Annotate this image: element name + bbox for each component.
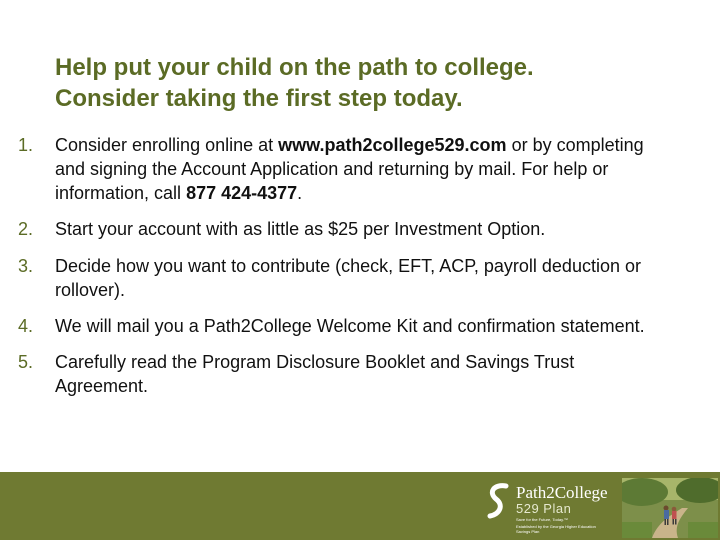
step-1 [18, 133, 658, 205]
phone-number: 877 424-4377 [186, 183, 298, 203]
step-number: 3. [18, 256, 34, 276]
heading-line-2: Consider taking the first step today. [55, 85, 463, 112]
step-number: 4. [18, 316, 34, 336]
step-text: Start your account with as little as $25 per Investment Option. [55, 219, 546, 239]
step-number: 2. [18, 219, 34, 239]
logo-tagline: Save for the Future, Today.™ [516, 517, 568, 522]
step-number: 1. [18, 135, 34, 155]
step-number: 5. [18, 352, 34, 372]
step-text: Decide how you want to contribute (check, EFT, ACP, payroll deduction or rollover). [55, 256, 641, 300]
step-text: We will mail you a Path2College Welcome Kit and confirmation statement. [55, 316, 645, 336]
step-4 [18, 314, 658, 338]
steps-list [18, 133, 658, 398]
path-s-icon [486, 482, 512, 520]
path2college-logo [486, 480, 616, 538]
heading-line-1: Help put your child on the path to college. [55, 54, 534, 81]
step-text: or by completing and signing the Account Application and returning by mail. For help or information, call [55, 135, 644, 203]
logo-plan: 529 Plan [516, 501, 572, 516]
website-link[interactable]: www.path2college529.com [278, 135, 507, 155]
logo-established: Established by the Georgia Higher Education Savings Plan [516, 524, 596, 534]
step-text: . [297, 183, 303, 203]
page-heading [55, 52, 695, 114]
step-2 [18, 217, 658, 241]
step-5 [18, 350, 658, 398]
footer-band [0, 472, 720, 540]
step-text: Consider enrolling online at [55, 135, 279, 155]
step-3 [18, 254, 658, 302]
logo-name: Path2College [516, 483, 608, 502]
children-on-path-photo [622, 478, 718, 538]
step-text: Carefully read the Program Disclosure Booklet and Savings Trust Agreement. [55, 352, 575, 396]
